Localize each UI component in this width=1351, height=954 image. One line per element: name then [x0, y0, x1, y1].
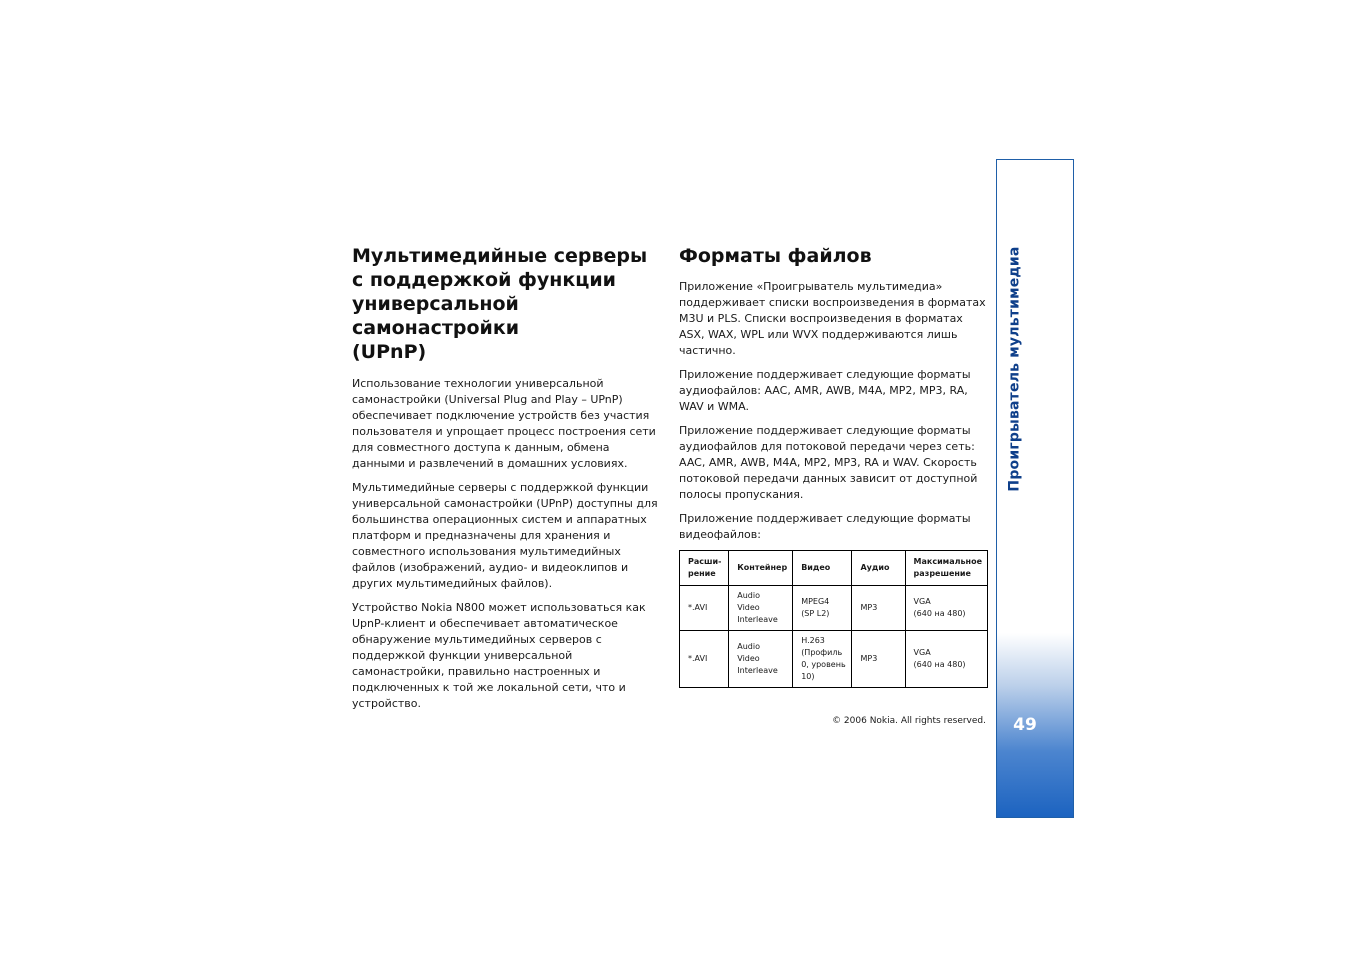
cell-line: MPEG4: [801, 597, 830, 606]
section-title-upnp: [352, 244, 662, 364]
table-header-row: [680, 551, 988, 586]
cell-line: (SP L2): [801, 609, 830, 618]
cell-line: 0, уровень: [801, 660, 846, 669]
chapter-title-text: Проигрыватель мультимедиа: [1007, 246, 1024, 492]
cell-line: (Профиль: [801, 648, 843, 657]
cell-video: [793, 631, 852, 688]
header-extension: Расши-рение: [680, 551, 729, 586]
cell-line: (640 на 480): [913, 609, 966, 618]
right-column: [679, 244, 989, 551]
cell-line: Interleave: [737, 615, 778, 624]
video-formats-table: [679, 550, 988, 688]
cell-line: VGA: [913, 597, 931, 606]
cell-extension: *.AVI: [680, 586, 729, 631]
cell-line: 10): [801, 672, 815, 681]
cell-line: Video: [737, 603, 760, 612]
table-row: [680, 586, 988, 631]
paragraph: Приложение поддерживает следующие форматы аудиофайлов для потоковой передачи через сеть: AAC, AMR, AWB, M4A, MP2, MP3, RA и WAV. Скорость потоковой передачи данных зависит от доступной полосы пропускания.: [679, 424, 978, 501]
left-column: [352, 244, 662, 720]
paragraph: Использование технологии универсальной самонастройки (Universal Plug and Play – UPnP) обеспечивает подключение устройств без участия пользователя и упрощает процесс построения сети для совместного доступа к данным, обмена данными и развлечений в домашних условиях.: [352, 377, 656, 470]
page-number: 49: [1013, 715, 1037, 735]
cell-container: [729, 631, 793, 688]
cell-audio: MP3: [852, 586, 905, 631]
paragraph: Устройство Nokia N800 может использоваться как UpnP-клиент и обеспечивает автоматическое обнаружение мультимедийных серверов с поддержкой функции универсальной самонастройки, правильно настроенных и подключенных к той же локальной сети, что и устройство.: [352, 601, 646, 710]
chapter-title-vertical: [1003, 246, 1027, 492]
cell-line: Audio: [737, 591, 761, 600]
cell-audio: MP3: [852, 631, 905, 688]
cell-line: (640 на 480): [913, 660, 966, 669]
cell-resolution: [905, 631, 987, 688]
cell-video: [793, 586, 852, 631]
header-video: Видео: [793, 551, 852, 586]
paragraph: Приложение поддерживает следующие форматы аудиофайлов: AAC, AMR, AWB, M4A, MP2, MP3, RA, WAV и WMA.: [679, 368, 971, 413]
paragraph: Мультимедийные серверы с поддержкой функции универсальной самонастройки (UPnP) доступны для большинства операционных систем и аппаратных платформ и предназначены для хранения и совместного использования мультимедийных файлов (изображений, аудио- и видеоклипов и других мультимедийных файлов).: [352, 481, 658, 590]
paragraph: Приложение поддерживает следующие форматы видеофайлов:: [679, 512, 971, 541]
title-line: с поддержкой функции: [352, 269, 616, 291]
section-title-file-formats: Форматы файлов: [679, 245, 872, 267]
header-max-resolution: Максимальное разрешение: [905, 551, 987, 586]
table-row: [680, 631, 988, 688]
cell-container: [729, 586, 793, 631]
title-line: Мультимедийные серверы: [352, 245, 648, 267]
paragraph: Приложение «Проигрыватель мультимедиа» поддерживает списки воспроизведения в форматах M3U и PLS. Списки воспроизведения в форматах ASX, WAX, WPL или WVX поддерживаются лишь частично.: [679, 280, 986, 357]
copyright-notice: © 2006 Nokia. All rights reserved.: [832, 716, 986, 726]
cell-line: Audio: [737, 642, 761, 651]
cell-line: Interleave: [737, 666, 778, 675]
cell-resolution: [905, 586, 987, 631]
header-container: Контейнер: [729, 551, 793, 586]
cell-line: H.263: [801, 636, 825, 645]
cell-extension: *.AVI: [680, 631, 729, 688]
cell-line: Video: [737, 654, 760, 663]
title-line: (UPnP): [352, 341, 427, 363]
header-audio: Аудио: [852, 551, 905, 586]
cell-line: VGA: [913, 648, 931, 657]
title-line: универсальной самонастройки: [352, 293, 520, 339]
